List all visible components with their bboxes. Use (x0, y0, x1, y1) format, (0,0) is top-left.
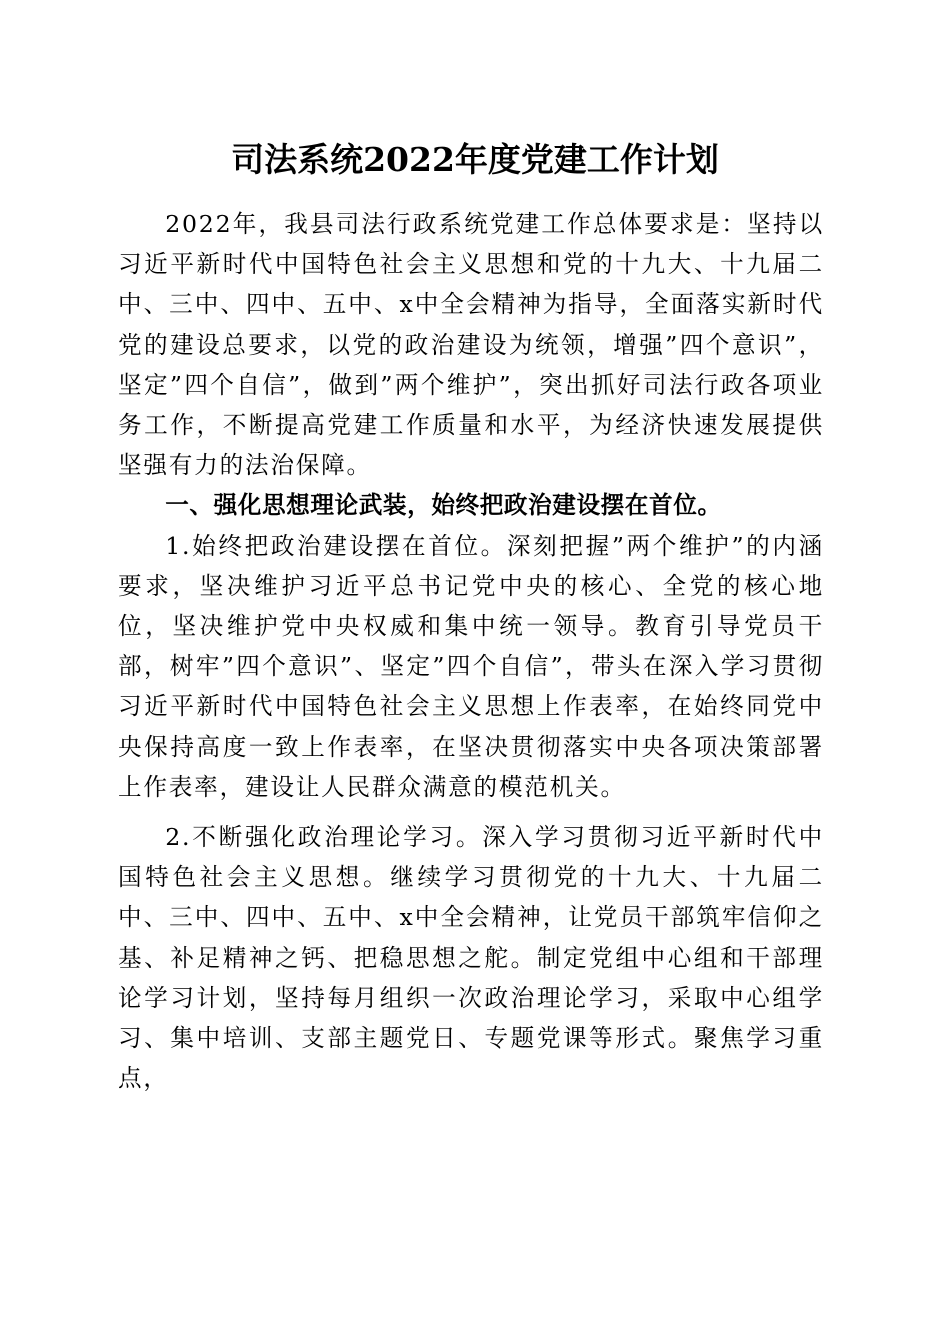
document-body (118, 204, 824, 1098)
item-paragraph-1: 1.始终把政治建设摆在首位。深刻把握”两个维护”的内涵要求，坚决维护习近平总书记党中央的核心、全党的核心地位，坚决维护党中央权威和集中统一领导。教育引导党员干部，树牢”四个意识”、坚定”四个自信”，带头在深入学习贯彻习近平新时代中国特色社会主义思想上作表率，在始终同党中央保持高度一致上作表率，在坚决贯彻落实中央各项决策部署上作表率，建设让人民群众满意的模范机关。 (118, 531, 824, 801)
section-heading: 一、强化思想理论武装，始终把政治建设摆在首位。 (165, 491, 722, 520)
item-paragraph-2: 2.不断强化政治理论学习。深入学习贯彻习近平新时代中国特色社会主义思想。继续学习贯彻党的十九大、十九届二中、三中、四中、五中、x中全会精神，让党员干部筑牢信仰之基、补足精神之钙、把稳思想之舵。制定党组中心组和干部理论学习计划，坚持每月组织一次政治理论学习，采取中心组学习、集中培训、支部主题党日、专题党课等形式。聚焦学习重点， (118, 823, 824, 1093)
document-title: 司法系统2022年度党建工作计划 (231, 140, 719, 179)
intro-paragraph: 2022年，我县司法行政系统党建工作总体要求是：坚持以习近平新时代中国特色社会主义思想和党的十九大、十九届二中、三中、四中、五中、x中全会精神为指导，全面落实新时代党的建设总要求，以党的政治建设为统领，增强”四个意识”，坚定”四个自信”，做到”两个维护”，突出抓好司法行政各项业务工作，不断提高党建工作质量和水平，为经济快速发展提供坚强有力的法治保障。 (118, 210, 824, 480)
